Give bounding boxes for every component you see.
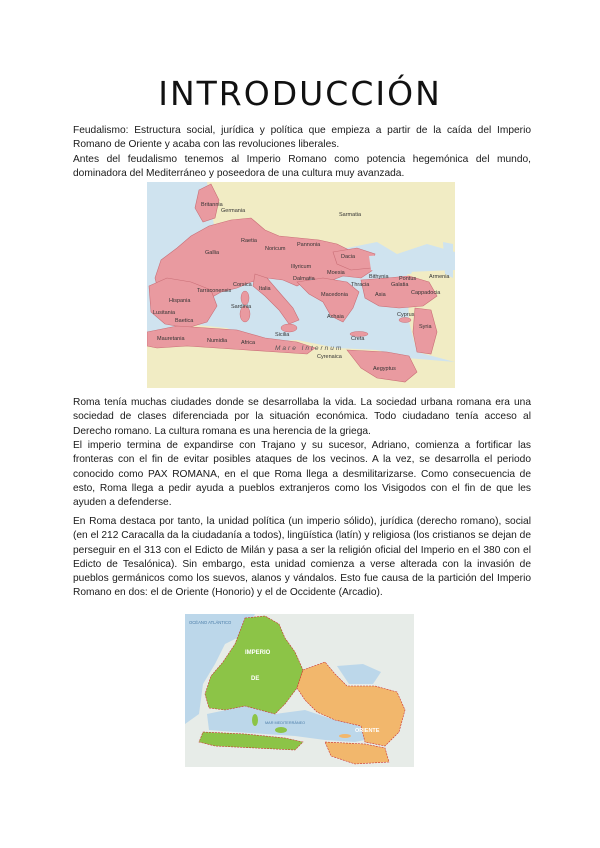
label-corsica: Corsica [233,282,252,288]
label-pontus: Pontus [399,276,417,282]
label-macedonia: Macedonia [321,292,348,298]
label-achaia: Achaia [327,314,344,320]
label-thracia: Thracia [351,282,370,288]
label-sarmatia: Sarmatia [339,212,362,218]
paragraph-imperio-romano: Antes del feudalismo tenemos al Imperio Romano como potencia hegemónica del mundo, dominadora del Mediterráneo y poseedora de una cultura muy avanzada. [73,154,531,180]
label-numidia: Numidia [207,338,228,344]
label-britannia: Britannia [201,202,223,208]
label-hispania: Hispania [169,298,191,304]
paragraph-ciudades: Roma tenía muchas ciudades donde se desarrollaba la vida. La sociedad urbana romana era una sociedad de clases diferenciada por la situación económica. Todo ciudadano tenía acceso al Derecho romano. La cultura romana es una herencia de la griega. [73,397,531,437]
label-italia: Italia [259,286,271,292]
label-mar-mediterraneo: MAR MEDITERRÁNEO [265,721,306,725]
label-pannonia: Pannonia [297,242,321,248]
label-illyricum: Illyricum [291,264,312,270]
label-noricum: Noricum [265,246,286,252]
page-title: INTRODUCCIÓN [158,74,442,113]
label-raetia: Raetia [241,238,257,244]
label-gallia: Gallia [205,250,220,256]
label-creta: Creta [351,336,365,342]
label-aegyptus: Aegyptus [373,366,396,372]
label-mauretania: Mauretania [157,336,185,342]
label-moesia: Moesia [327,270,345,276]
label-lusitania: Lusitania [153,310,176,316]
label-cyprus: Cyprus [397,312,415,318]
paragraph-trajano: El imperio termina de expandirse con Trajano y su sucesor, Adriano, comienza a fortificar las fronteras con el fin de evitar posibles ataques de los vecinos. A la vez, se desarrolla el periodo conocido como PAX ROMANA, en el que Roma llega a desmilitarizarse. Como consecuencia de esto, Roma llega a pedir ayuda a pueblos extranjeros como los Visigodos con el fin de que les ayuden a defenderse. [73,440,531,509]
label-galatia: Galatia [391,282,409,288]
label-africa: Africa [241,340,256,346]
label-mare-internum: Mare Internum [275,345,344,352]
label-armenia: Armenia [429,274,450,280]
label-oceano-atlantico: OCÉANO ATLÁNTICO [189,620,232,625]
label-tarraconensis: Tarraconensis [197,288,232,294]
label-syria: Syria [419,324,432,330]
empire-division-map [185,614,414,767]
label-de: DE [251,676,260,682]
paragraph-unidad: En Roma destaca por tanto, la unidad política (un imperio sólido), jurídica (derecho romano), social (en el 212 Caracalla da la ciudadanía a todos), lingüística (latín) y religiosa (los cristianos se dejan de perseguir en el 313 con el Edicto de Milán y pasa a ser la religión oficial del Imperio en el 380 con el Edicto de Tesalónica). Sin embargo, esta unidad comienza a verse alterada con la invasión de pueblos germánicos como los suevos, alanos y vándalos. Esto fue causa de la partición del Imperio Romano en dos: el de Oriente (Honorio) y el de Occidente (Arcadio). [73,516,531,599]
label-dalmatia: Dalmatia [293,276,315,282]
label-cappadocia: Cappadocia [411,290,441,296]
label-sardinia: Sardinia [231,304,252,310]
label-dacia: Dacia [341,254,356,260]
label-cyrenaica: Cyrenaica [317,354,342,360]
roman-empire-map [147,182,455,388]
label-bithynia: Bithynia [369,274,389,280]
label-sicilia: Sicilia [275,332,290,338]
label-germania: Germania [221,208,246,214]
label-asia: Asia [375,292,386,298]
label-imperio: IMPERIO [245,650,271,656]
label-oriente: ORIENTE [355,728,380,734]
paragraph-feudalismo: Feudalismo: Estructura social, jurídica y política que empieza a partir de la caída del Imperio Romano de Oriente y acaba con las revoluciones liberales. [73,125,531,151]
label-baetica: Baetica [175,318,194,324]
